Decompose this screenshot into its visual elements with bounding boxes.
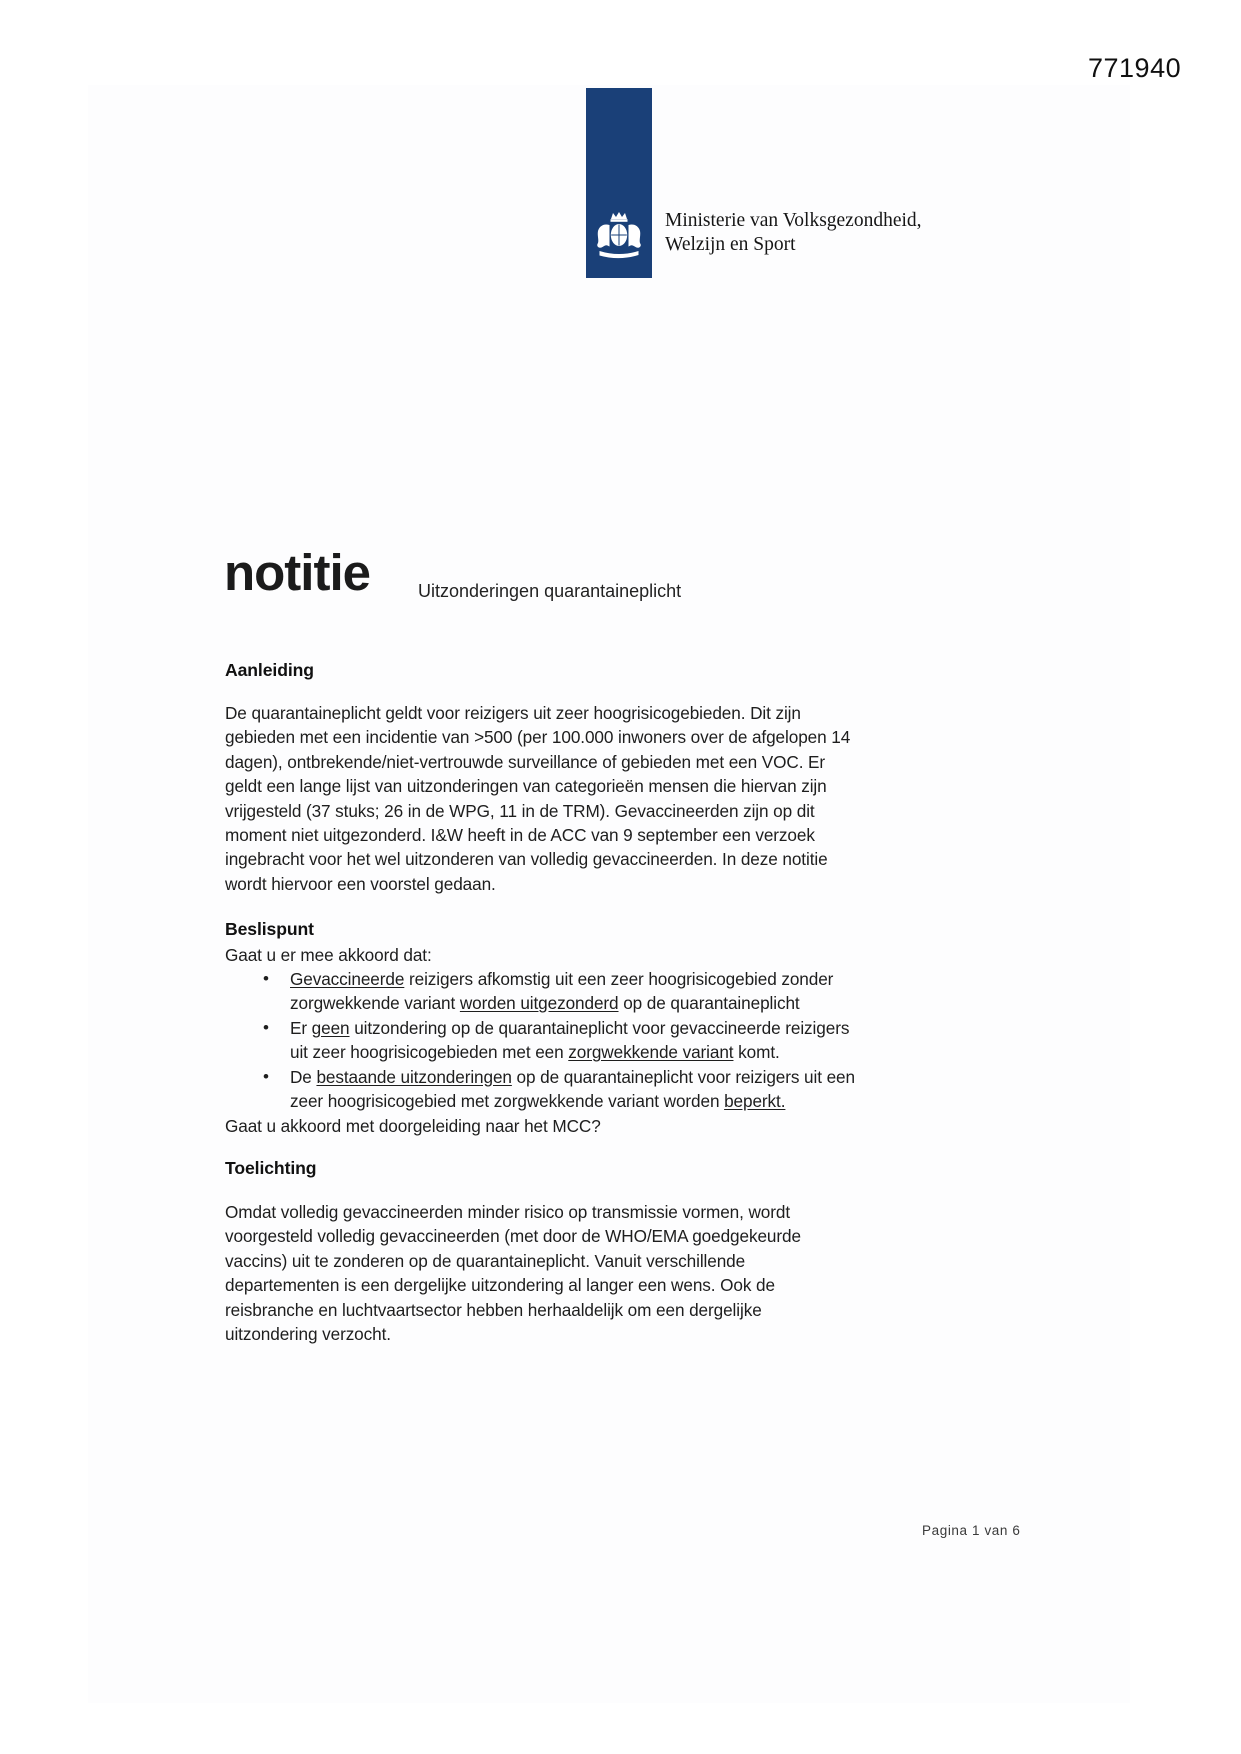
text-line [290,1040,855,1064]
text-line: moment niet uitgezonderd. I&W heeft in de ACC van 9 september een verzoek [225,824,815,845]
text-segment: De [290,1066,317,1087]
document-subject: Uitzonderingen quarantaineplicht [418,581,682,601]
bullet-item [225,1016,855,1065]
text-segment: komt. [733,1042,780,1063]
text-segment: zorgwekkende variant [290,993,460,1014]
section-heading-aanleiding: Aanleiding [225,660,314,680]
text-line [290,967,855,991]
text-segment: uitzondering op de quarantaineplicht voor gevaccineerde reizigers [349,1017,850,1038]
ministry-name-line1: Ministerie van Volksgezondheid, [665,210,922,231]
text-line [290,991,855,1015]
document-type-title: notitie [224,544,370,601]
text-line: reisbranche en luchtvaartsector hebben herhaaldelijk om een dergelijke [225,1299,762,1320]
text-line: uitzondering verzocht. [225,1323,391,1344]
text-line [290,1016,855,1040]
text-line: ingebracht voor het wel uitzonderen van volledig gevaccineerden. In deze notitie [225,849,828,870]
underlined-text: Gevaccineerde [290,969,405,989]
section-heading-toelichting: Toelichting [225,1158,317,1178]
document-number: 771940 [1088,53,1182,83]
bullet-item [225,967,855,1016]
text-line: wordt hiervoor een voorstel gedaan. [225,873,496,894]
paragraph-toelichting [225,1200,801,1346]
text-line: geldt een lange lijst van uitzonderingen van categorieën mensen die hiervan zijn [225,776,827,797]
text-line [290,1089,855,1113]
text-segment: op de quarantaineplicht voor reizigers uit een [511,1066,855,1087]
text-line: dagen), ontbrekende/niet-vertrouwde surveillance of gebieden met een VOC. Er [225,751,826,772]
bullet-item [225,1065,855,1114]
text-segment: Er [290,1017,312,1038]
beslispunt-intro: Gaat u er mee akkoord dat: [225,945,432,965]
paragraph-aanleiding [225,701,850,896]
text-line: gebieden met een incidentie van >500 (per 100.000 inwoners over de afgelopen 14 [225,727,851,748]
rijksoverheid-logo-bar [586,88,652,278]
text-segment: reizigers afkomstig uit een zeer hoogrisicogebied zonder [404,969,834,989]
text-line: voorgesteld volledig gevaccineerden (met door de WHO/EMA goedgekeurde [225,1226,801,1247]
underlined-text: geen [311,1017,350,1038]
page-number-footer: Pagina 1 van 6 [922,1523,1021,1538]
text-segment: zeer hoogrisicogebied met zorgwekkende variant worden [290,1090,725,1111]
text-line: vaccins) uit te zonderen op de quarantaineplicht. Vanuit verschillende [225,1250,746,1271]
beslispunt-outro: Gaat u akkoord met doorgeleiding naar het MCC? [225,1116,601,1136]
rijkswapen-coat-of-arms-icon [593,211,645,261]
section-heading-beslispunt: Beslispunt [225,919,314,939]
text-line [290,1065,855,1089]
ministry-name [665,209,922,256]
text-line: De quarantaineplicht geldt voor reizigers uit zeer hoogrisicogebieden. Dit zijn [225,703,801,723]
underlined-text: beperkt. [724,1090,786,1111]
underlined-text: zorgwekkende variant [568,1042,734,1063]
beslispunt-bullet-list [225,967,855,1113]
underlined-text: worden uitgezonderd [459,993,619,1014]
ministry-name-line2: Welzijn en Sport [665,233,796,255]
text-line: vrijgesteld (37 stuks; 26 in de WPG, 11 in de TRM). Gevaccineerden zijn op dit [225,800,815,821]
text-line: departementen is een dergelijke uitzondering al langer een wens. Ook de [225,1275,775,1296]
text-segment: op de quarantaineplicht [618,993,800,1014]
underlined-text: bestaande uitzonderingen [316,1066,512,1087]
text-segment: uit zeer hoogrisicogebieden met een [290,1042,569,1063]
text-line: Omdat volledig gevaccineerden minder risico op transmissie vormen, wordt [225,1202,791,1222]
